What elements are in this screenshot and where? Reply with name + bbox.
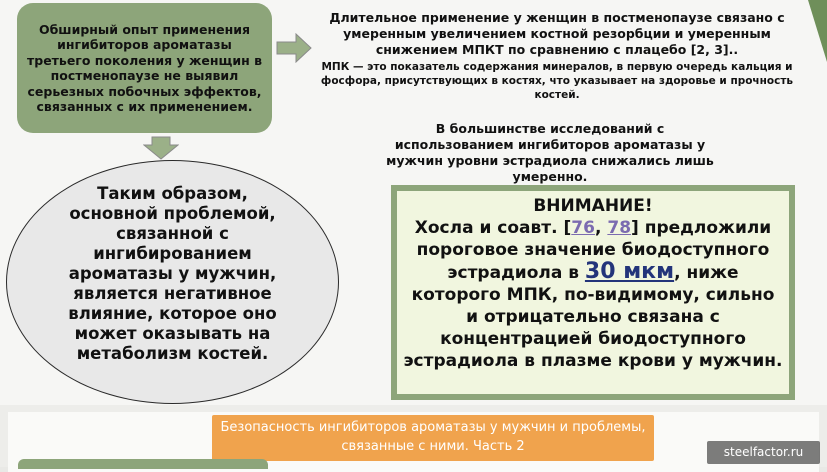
postmenopause-paragraph: Длительное применение у женщин в постменопаузе связано с умеренным увеличением костной резорбции и умеренным снижением МПКТ по сравнению с плацебо [2, 3].. bbox=[329, 10, 785, 57]
conclusion-text: Таким образом, основной проблемой, связанной с ингибированием ароматазы у мужчин, является негативное влияние, которое оно может оказывать на метаболизм костей. bbox=[68, 184, 277, 363]
threshold-value: 30 мкм bbox=[584, 259, 675, 284]
reference-link-76[interactable]: 76 bbox=[571, 218, 595, 238]
article-title-banner[interactable] bbox=[212, 415, 654, 461]
men-estradiol-note: В большинстве исследований с использованием ингибиторов ароматазы у мужчин уровни эстрадиола снижались лишь умеренно. bbox=[386, 121, 714, 184]
attention-text-post: , ниже которого МПК, по-видимому, сильно и отрицательно связана с концентрацией биодоступного эстрадиола в плазме крови у мужчин. bbox=[403, 263, 783, 371]
intro-box bbox=[17, 3, 272, 133]
attention-text-mid: ] предложили пороговое значение биодоступного эстрадиола в bbox=[416, 218, 772, 283]
postmenopause-note bbox=[307, 10, 807, 102]
article-title: Безопасность ингибиторов ароматазы у мужчин и проблемы, связанные с ними. Часть 2 bbox=[220, 420, 646, 454]
reference-separator: , bbox=[594, 218, 608, 238]
attention-title: ВНИМАНИЕ! bbox=[533, 196, 653, 216]
attention-content bbox=[397, 191, 789, 394]
reference-link-78[interactable]: 78 bbox=[607, 218, 632, 238]
arrow-down-icon bbox=[143, 136, 179, 160]
attention-box bbox=[391, 185, 795, 400]
intro-text: Обширный опыт применения ингибиторов ароматазы третьего поколения у женщин в постменопаузе не выявил серьезных побочных эффектов, связанных с их применением. bbox=[27, 21, 262, 114]
site-watermark: steelfactor.ru bbox=[707, 441, 820, 464]
corner-decoration bbox=[808, 0, 827, 62]
next-slide-box-edge bbox=[18, 459, 268, 469]
bmd-definition: МПК — это показатель содержания минералов, в первую очередь кальция и фосфора, присутствующих в костях, что указывает на здоровье и прочность костей. bbox=[320, 61, 794, 101]
attention-text-pre: Хосла и соавт. [ bbox=[414, 218, 572, 238]
